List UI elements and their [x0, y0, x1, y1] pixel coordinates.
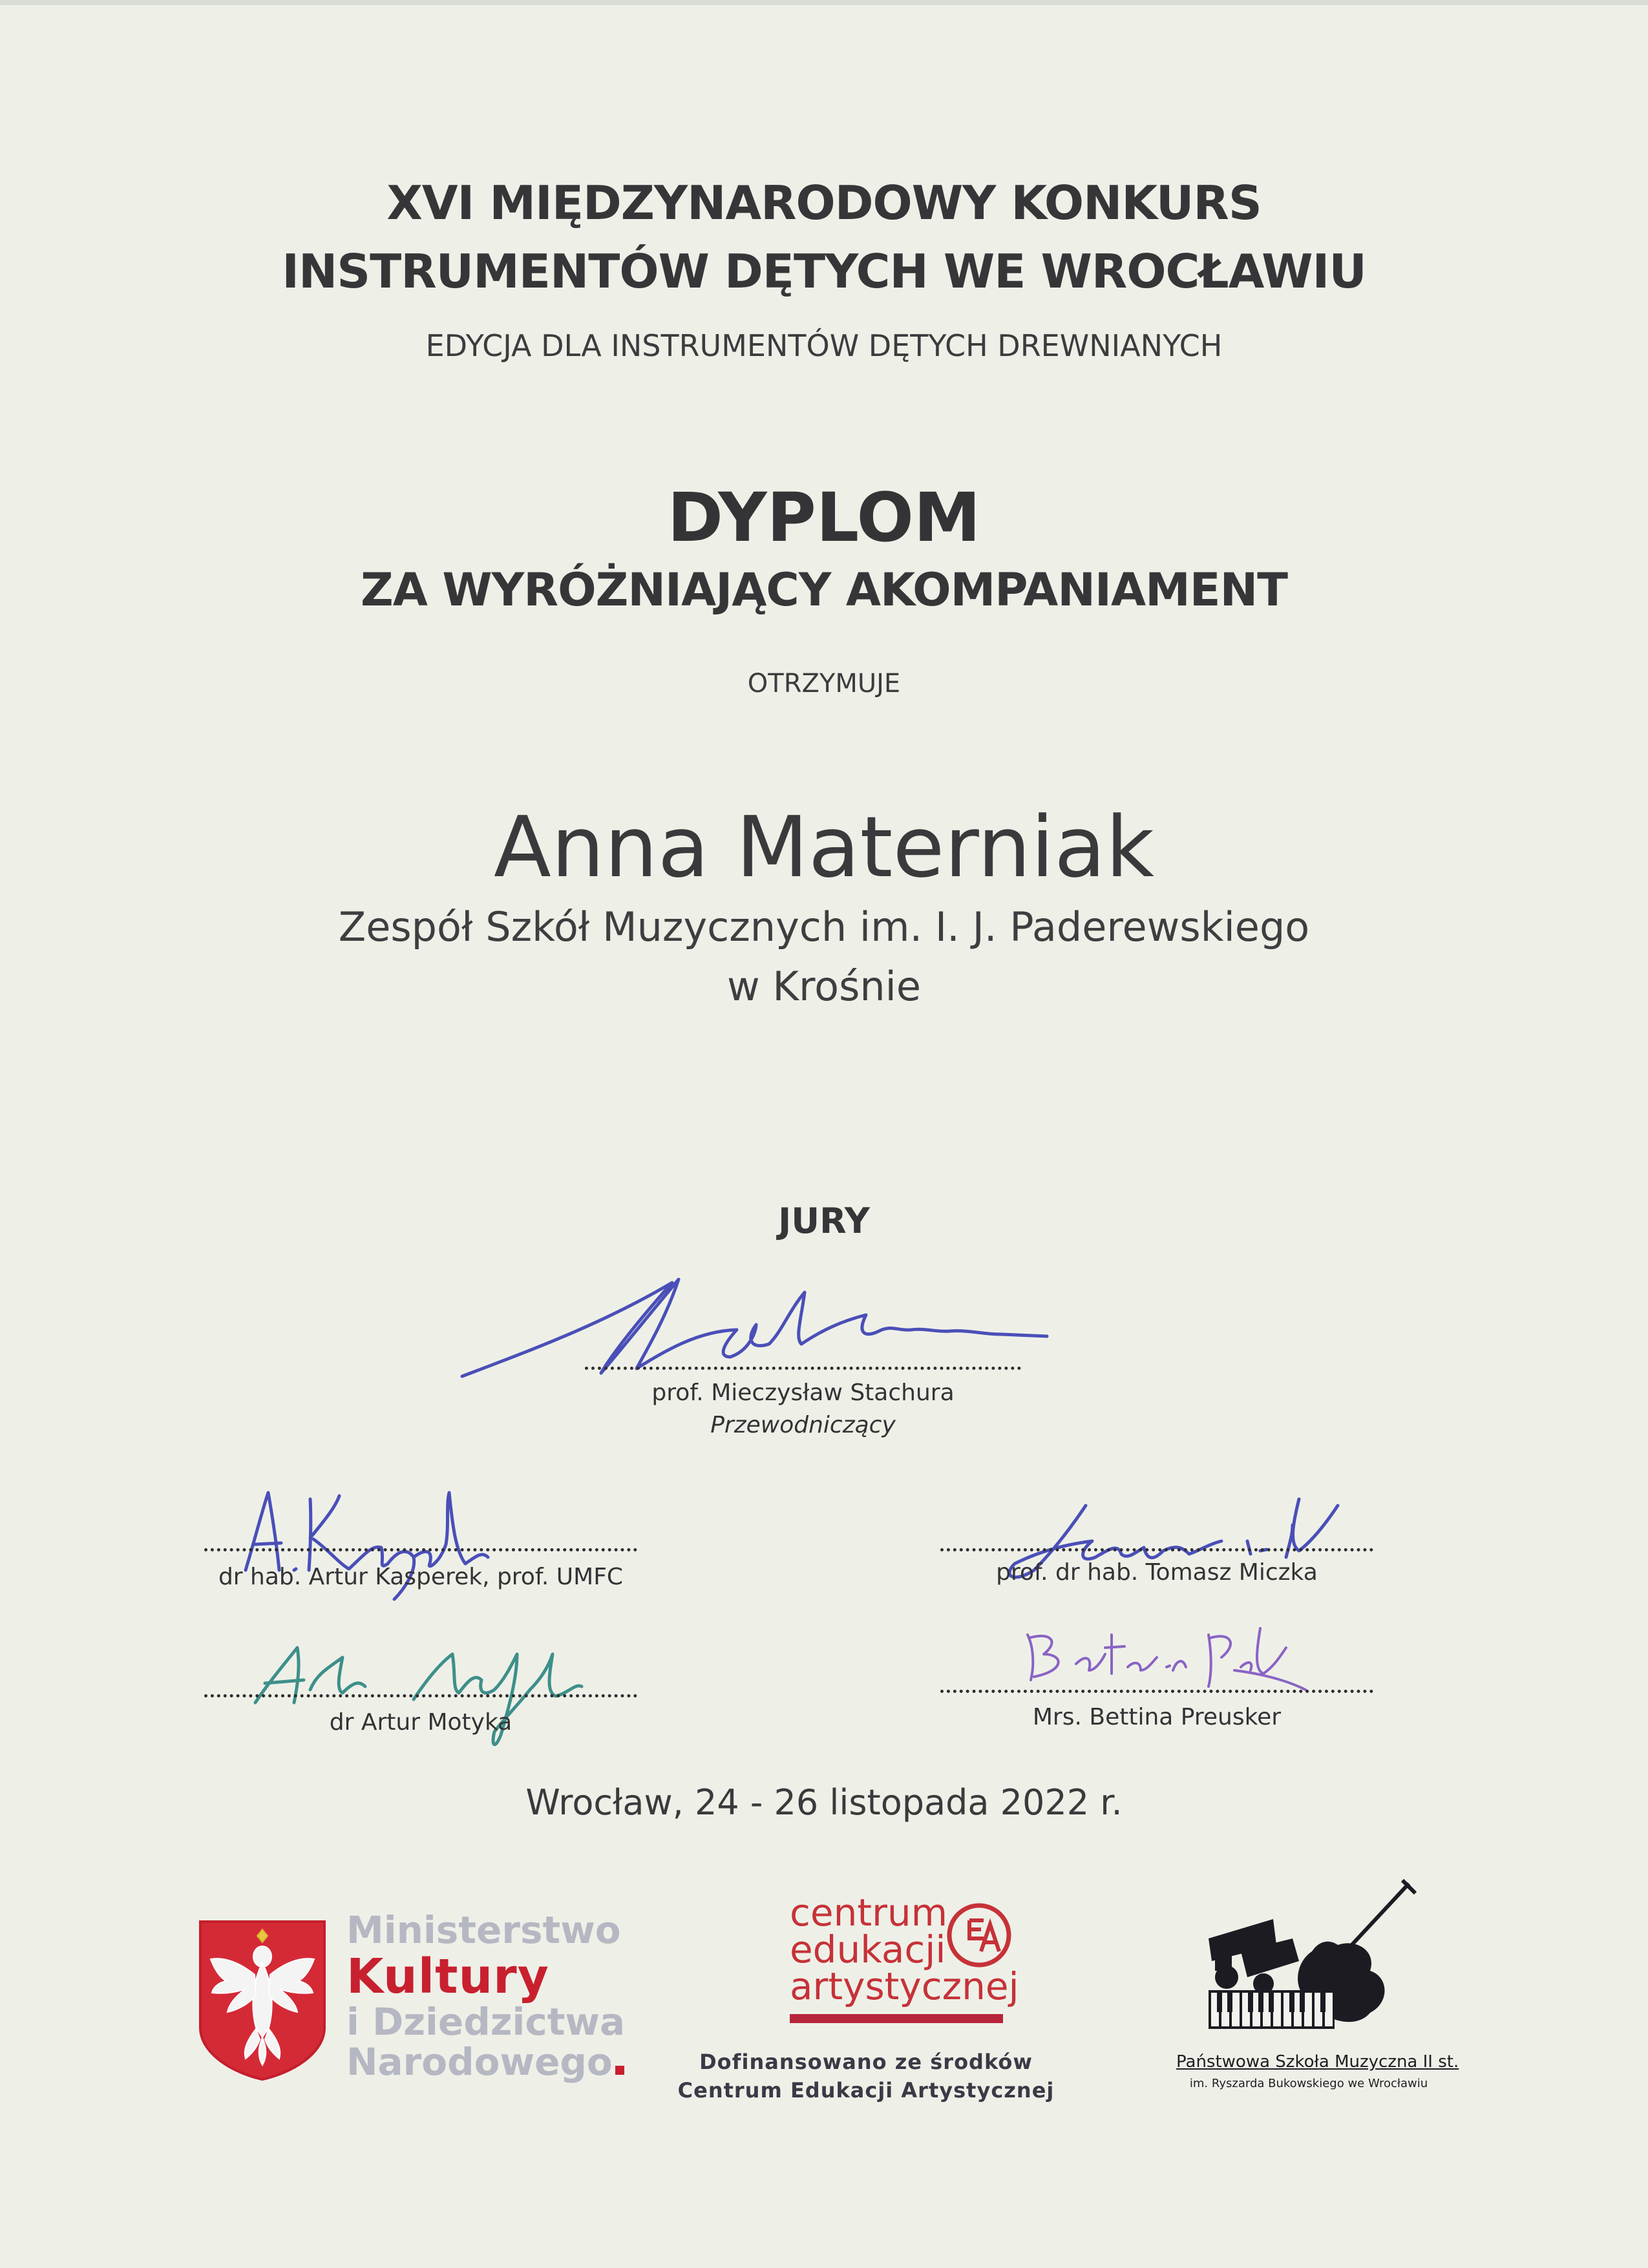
ministry-line3: i Dziedzictwa: [346, 2000, 626, 2044]
competition-title-line2: INSTRUMENTÓW DĘTYCH WE WROCŁAWIU: [282, 244, 1366, 299]
kasperek-signature-line: [204, 1548, 637, 1551]
recipient-school-line2: w Krośnie: [726, 963, 922, 1010]
motyka-signature-line: [204, 1694, 637, 1697]
date-place: Wrocław, 24 - 26 listopada 2022 r.: [525, 1782, 1123, 1823]
ministry-line4: Narodowego: [346, 2040, 613, 2084]
kasperek-name: dr hab. Artur Kasperek, prof. UMFC: [218, 1564, 624, 1590]
cea-circle-icon: [944, 1900, 1015, 1971]
cea-line3: artystycznej: [790, 1964, 1019, 2008]
recipient-school-line1: Zespół Szkół Muzycznych im. I. J. Paderewskiego: [338, 903, 1310, 950]
award-subtitle: ZA WYRÓŻNIAJĄCY AKOMPANIAMENT: [361, 563, 1287, 616]
music-school-emblem: [1196, 1874, 1422, 2042]
chair-name: prof. Mieczysław Stachura: [651, 1380, 955, 1406]
polish-eagle-emblem: [195, 1918, 330, 2083]
cea-underline: [790, 2014, 1003, 2023]
ministry-line1: Ministerstwo: [346, 1908, 621, 1952]
cea-caption-line1: Dofinansowano ze środków: [699, 2050, 1033, 2074]
cea-line1: centrum: [790, 1891, 948, 1935]
diploma-title: DYPLOM: [667, 478, 981, 557]
ministry-line4-wrap: [346, 2040, 625, 2084]
preusker-signature: [1015, 1609, 1312, 1699]
ministry-logo-text: [346, 1908, 626, 2084]
preusker-name: Mrs. Bettina Preusker: [1032, 1704, 1282, 1730]
cea-line2: edukacji: [790, 1927, 946, 1971]
music-school-name: Państwowa Szkoła Muzyczna II st.: [1176, 2052, 1459, 2072]
competition-title-line1: XVI MIĘDZYNARODOWY KONKURS: [386, 176, 1262, 230]
receives-label: OTRZYMUJE: [747, 669, 901, 698]
ministry-dot: [615, 2066, 624, 2075]
chair-signature-line: [585, 1367, 1021, 1370]
edition-subtitle: EDYCJA DLA INSTRUMENTÓW DĘTYCH DREWNIANYCH: [425, 328, 1223, 363]
jury-heading: JURY: [778, 1201, 870, 1241]
chair-role: Przewodniczący: [710, 1412, 896, 1438]
recipient-name: Anna Materniak: [493, 798, 1155, 896]
miczka-signature-line: [940, 1548, 1373, 1551]
preusker-signature-line: [940, 1690, 1373, 1693]
ministry-line2: Kultury: [346, 1949, 549, 2004]
motyka-signature: [246, 1628, 595, 1758]
miczka-name: prof. dr hab. Tomasz Miczka: [996, 1559, 1318, 1586]
cea-caption-line2: Centrum Edukacji Artystycznej: [677, 2078, 1055, 2103]
scan-edge: [0, 0, 1648, 5]
motyka-name: dr Artur Motyka: [329, 1709, 512, 1736]
music-school-patron: im. Ryszarda Bukowskiego we Wrocławiu: [1189, 2077, 1428, 2090]
